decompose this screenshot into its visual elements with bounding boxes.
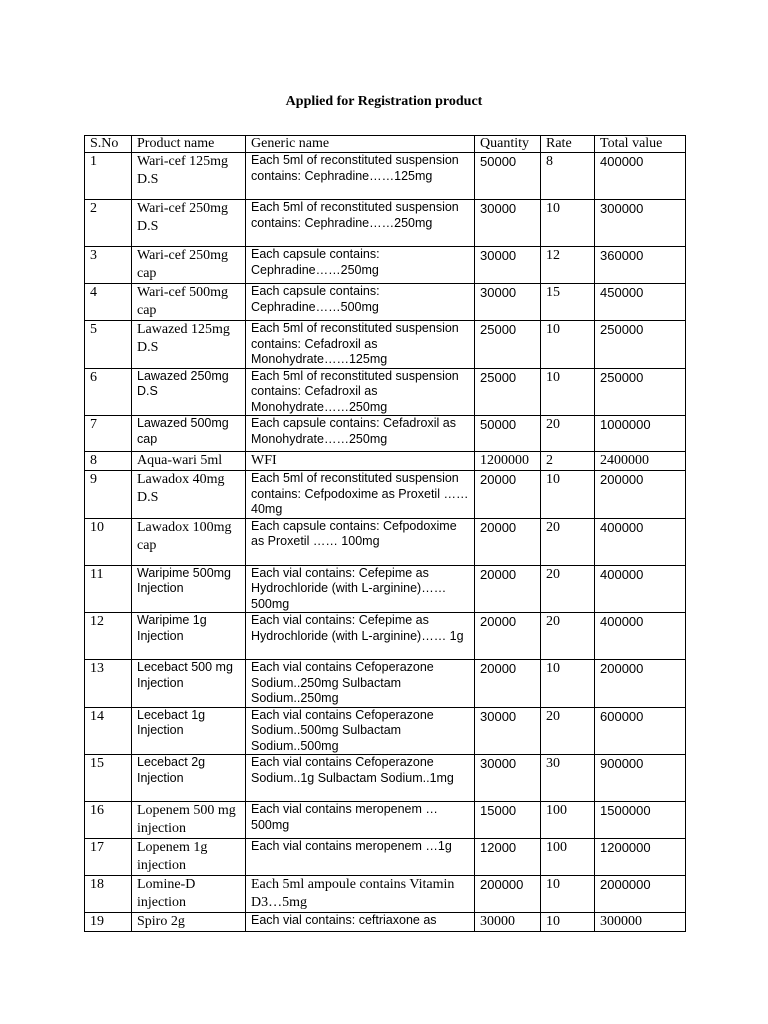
table-row (85, 613, 686, 660)
quantity-cell: 30000 (475, 247, 541, 284)
product-name-cell: Lawadox 100mg cap (132, 518, 246, 565)
quantity-cell: 15000 (475, 802, 541, 839)
quantity-cell: 25000 (475, 368, 541, 416)
generic-name-cell: Each capsule contains: Cefpodoxime as Proxetil …… 100mg (246, 518, 475, 565)
rate-cell: 2 (541, 452, 595, 471)
header-rate: Rate (541, 136, 595, 153)
sno-cell: 13 (85, 660, 132, 708)
product-name-cell: Spiro 2g (132, 913, 246, 932)
total-value-cell: 400000 (595, 565, 686, 613)
total-value-cell: 1500000 (595, 802, 686, 839)
product-name-cell: Lecebact 2g Injection (132, 755, 246, 802)
sno-cell: 14 (85, 707, 132, 755)
table-row (85, 247, 686, 284)
generic-name-cell: Each vial contains: ceftriaxone as (246, 913, 475, 932)
table-row (85, 755, 686, 802)
product-name-cell: Aqua-wari 5ml (132, 452, 246, 471)
quantity-cell: 25000 (475, 321, 541, 369)
product-name-cell: Lomine-D injection (132, 876, 246, 913)
table-row (85, 200, 686, 247)
rate-cell: 20 (541, 416, 595, 452)
generic-name-cell: Each capsule contains: Cefadroxil as Monohydrate……250mg (246, 416, 475, 452)
quantity-cell: 1200000 (475, 452, 541, 471)
table-row (85, 802, 686, 839)
header-quantity: Quantity (475, 136, 541, 153)
total-value-cell: 1200000 (595, 839, 686, 876)
generic-name-cell: Each vial contains Cefoperazone Sodium..250mg Sulbactam Sodium..250mg (246, 660, 475, 708)
product-name-cell: Lecebact 1g Injection (132, 707, 246, 755)
sno-cell: 18 (85, 876, 132, 913)
product-name-cell: Wari-cef 500mg cap (132, 284, 246, 321)
quantity-cell: 20000 (475, 565, 541, 613)
quantity-cell: 12000 (475, 839, 541, 876)
quantity-cell: 20000 (475, 471, 541, 519)
table-row (85, 452, 686, 471)
total-value-cell: 600000 (595, 707, 686, 755)
rate-cell: 8 (541, 153, 595, 200)
rate-cell: 20 (541, 565, 595, 613)
generic-name-cell: Each 5ml ampoule contains Vitamin D3…5mg (246, 876, 475, 913)
quantity-cell: 30000 (475, 200, 541, 247)
sno-cell: 1 (85, 153, 132, 200)
rate-cell: 10 (541, 876, 595, 913)
total-value-cell: 400000 (595, 153, 686, 200)
sno-cell: 2 (85, 200, 132, 247)
quantity-cell: 30000 (475, 284, 541, 321)
generic-name-cell: Each vial contains: Cefepime as Hydrochloride (with L-arginine)…… 1g (246, 613, 475, 660)
generic-name-cell: Each 5ml of reconstituted suspension contains: Cefadroxil as Monohydrate……250mg (246, 368, 475, 416)
generic-name-cell: Each vial contains Cefoperazone Sodium..1g Sulbactam Sodium..1mg (246, 755, 475, 802)
total-value-cell: 1000000 (595, 416, 686, 452)
product-name-cell: Waripime 1g Injection (132, 613, 246, 660)
product-name-cell: Lawazed 250mg D.S (132, 368, 246, 416)
product-name-cell: Waripime 500mg Injection (132, 565, 246, 613)
table-row (85, 839, 686, 876)
product-name-cell: Lawazed 500mg cap (132, 416, 246, 452)
generic-name-cell: WFI (246, 452, 475, 471)
sno-cell: 15 (85, 755, 132, 802)
header-product-name: Product name (132, 136, 246, 153)
generic-name-cell: Each vial contains meropenem …1g (246, 839, 475, 876)
rate-cell: 20 (541, 707, 595, 755)
table-row (85, 471, 686, 519)
total-value-cell: 360000 (595, 247, 686, 284)
rate-cell: 10 (541, 660, 595, 708)
quantity-cell: 20000 (475, 613, 541, 660)
quantity-cell: 50000 (475, 153, 541, 200)
quantity-cell: 20000 (475, 518, 541, 565)
sno-cell: 12 (85, 613, 132, 660)
rate-cell: 10 (541, 321, 595, 369)
total-value-cell: 2000000 (595, 876, 686, 913)
total-value-cell: 450000 (595, 284, 686, 321)
generic-name-cell: Each 5ml of reconstituted suspension contains: Cephradine……250mg (246, 200, 475, 247)
rate-cell: 10 (541, 913, 595, 932)
table-row (85, 368, 686, 416)
sno-cell: 19 (85, 913, 132, 932)
rate-cell: 20 (541, 613, 595, 660)
table-row (85, 876, 686, 913)
quantity-cell: 30000 (475, 755, 541, 802)
table-header-row (85, 136, 686, 153)
total-value-cell: 300000 (595, 913, 686, 932)
product-name-cell: Lopenem 1g injection (132, 839, 246, 876)
registration-table (84, 135, 686, 932)
generic-name-cell: Each capsule contains: Cephradine……250mg (246, 247, 475, 284)
rate-cell: 10 (541, 200, 595, 247)
total-value-cell: 250000 (595, 321, 686, 369)
header-sno: S.No (85, 136, 132, 153)
sno-cell: 11 (85, 565, 132, 613)
header-generic-name: Generic name (246, 136, 475, 153)
sno-cell: 10 (85, 518, 132, 565)
rate-cell: 100 (541, 802, 595, 839)
sno-cell: 5 (85, 321, 132, 369)
table-row (85, 284, 686, 321)
total-value-cell: 400000 (595, 613, 686, 660)
quantity-cell: 50000 (475, 416, 541, 452)
sno-cell: 7 (85, 416, 132, 452)
generic-name-cell: Each 5ml of reconstituted suspension contains: Cephradine……125mg (246, 153, 475, 200)
sno-cell: 16 (85, 802, 132, 839)
generic-name-cell: Each vial contains: Cefepime as Hydrochloride (with L-arginine)…… 500mg (246, 565, 475, 613)
quantity-cell: 20000 (475, 660, 541, 708)
product-name-cell: Lawadox 40mg D.S (132, 471, 246, 519)
sno-cell: 8 (85, 452, 132, 471)
table-row (85, 913, 686, 932)
total-value-cell: 200000 (595, 660, 686, 708)
sno-cell: 6 (85, 368, 132, 416)
total-value-cell: 250000 (595, 368, 686, 416)
generic-name-cell: Each 5ml of reconstituted suspension contains: Cefadroxil as Monohydrate……125mg (246, 321, 475, 369)
total-value-cell: 200000 (595, 471, 686, 519)
sno-cell: 17 (85, 839, 132, 876)
generic-name-cell: Each capsule contains: Cephradine……500mg (246, 284, 475, 321)
table-row (85, 707, 686, 755)
generic-name-cell: Each vial contains Cefoperazone Sodium..500mg Sulbactam Sodium..500mg (246, 707, 475, 755)
total-value-cell: 400000 (595, 518, 686, 565)
table-row (85, 153, 686, 200)
rate-cell: 20 (541, 518, 595, 565)
document-title: Applied for Registration product (285, 94, 483, 109)
rate-cell: 15 (541, 284, 595, 321)
sno-cell: 9 (85, 471, 132, 519)
table-row (85, 518, 686, 565)
generic-name-cell: Each vial contains meropenem …500mg (246, 802, 475, 839)
table-row (85, 565, 686, 613)
generic-name-cell: Each 5ml of reconstituted suspension contains: Cefpodoxime as Proxetil ……40mg (246, 471, 475, 519)
quantity-cell: 30000 (475, 707, 541, 755)
rate-cell: 12 (541, 247, 595, 284)
quantity-cell: 30000 (475, 913, 541, 932)
rate-cell: 10 (541, 368, 595, 416)
total-value-cell: 300000 (595, 200, 686, 247)
product-name-cell: Lecebact 500 mg Injection (132, 660, 246, 708)
total-value-cell: 2400000 (595, 452, 686, 471)
product-name-cell: Lawazed 125mg D.S (132, 321, 246, 369)
product-name-cell: Lopenem 500 mg injection (132, 802, 246, 839)
header-total-value: Total value (595, 136, 686, 153)
sno-cell: 4 (85, 284, 132, 321)
rate-cell: 30 (541, 755, 595, 802)
table-row (85, 321, 686, 369)
product-name-cell: Wari-cef 250mg D.S (132, 200, 246, 247)
total-value-cell: 900000 (595, 755, 686, 802)
rate-cell: 10 (541, 471, 595, 519)
quantity-cell: 200000 (475, 876, 541, 913)
table-row (85, 660, 686, 708)
product-name-cell: Wari-cef 125mg D.S (132, 153, 246, 200)
product-name-cell: Wari-cef 250mg cap (132, 247, 246, 284)
sno-cell: 3 (85, 247, 132, 284)
rate-cell: 100 (541, 839, 595, 876)
table-row (85, 416, 686, 452)
